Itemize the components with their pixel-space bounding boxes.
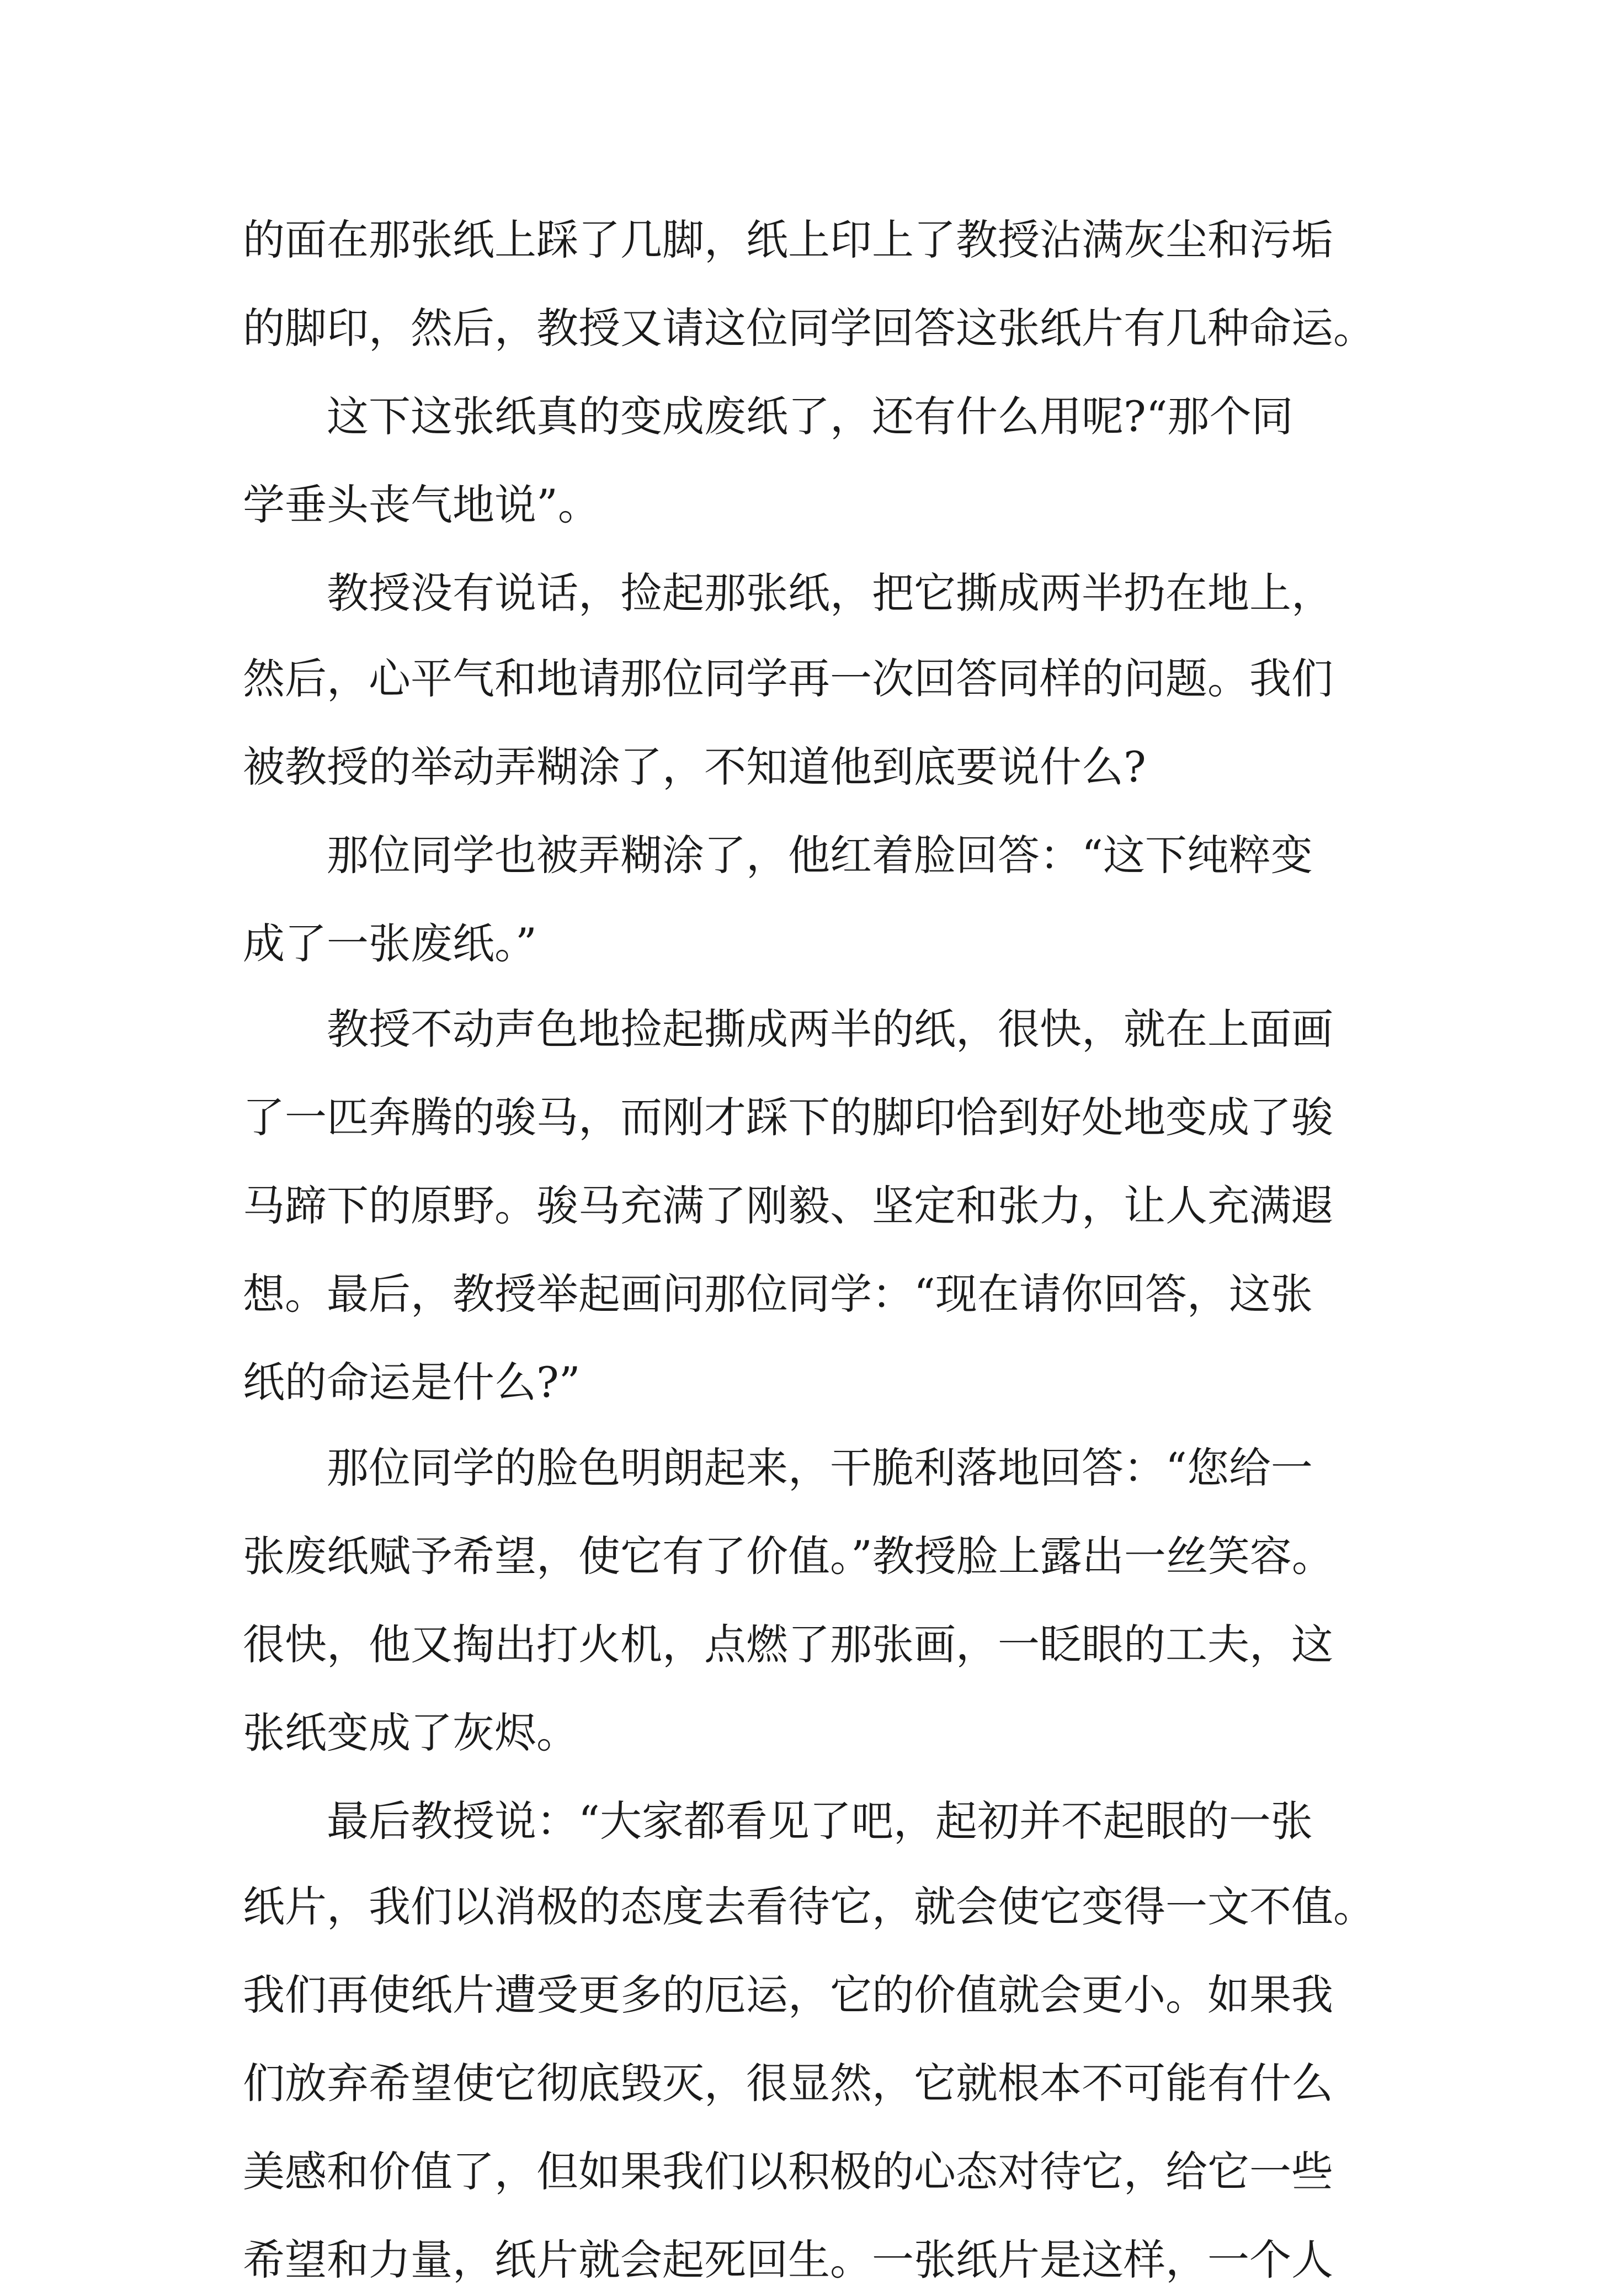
text-line-8: 那位同学也被弄糊涂了，他红着脸回答：“这下纯粹变: [327, 831, 1313, 880]
text-line-23: 美感和价值了，但如果我们以积极的心态对待它，给它一些: [243, 2147, 1333, 2196]
text-line-14: 纸的命运是什么?”: [243, 1358, 581, 1407]
text-line-15: 那位同学的脸色明朗起来，干脆利落地回答：“您给一: [327, 1443, 1313, 1492]
text-line-20: 纸片，我们以消极的态度去看待它，就会使它变得一文不值。: [243, 1882, 1375, 1931]
text-line-3: 这下这张纸真的变成废纸了，还有什么用呢?“那个同: [327, 392, 1293, 441]
text-line-1: 的面在那张纸上踩了几脚，纸上印上了教授沾满灰尘和污垢: [243, 215, 1333, 264]
text-line-12: 马蹄下的原野。骏马充满了刚毅、坚定和张力，让人充满遐: [243, 1181, 1333, 1230]
text-line-17: 很快，他又掏出打火机，点燃了那张画，一眨眼的工夫，这: [243, 1620, 1333, 1669]
text-line-6: 然后，心平气和地请那位同学再一次回答同样的问题。我们: [243, 654, 1333, 703]
text-line-9: 成了一张废纸。”: [243, 919, 537, 968]
text-line-19: 最后教授说：“大家都看见了吧，起初并不起眼的一张: [327, 1797, 1313, 1846]
text-line-4: 学垂头丧气地说”。: [243, 480, 600, 529]
text-line-21: 我们再使纸片遭受更多的厄运，它的价值就会更小。如果我: [243, 1970, 1333, 2019]
text-line-5: 教授没有说话，捡起那张纸，把它撕成两半扔在地上，: [327, 568, 1333, 618]
text-line-10: 教授不动声色地捡起撕成两半的纸，很快，就在上面画: [327, 1005, 1333, 1054]
text-line-7: 被教授的举动弄糊涂了，不知道他到底要说什么?: [243, 742, 1146, 791]
text-line-18: 张纸变成了灰烬。: [243, 1708, 578, 1757]
text-line-13: 想。最后，教授举起画问那位同学：“现在请你回答，这张: [243, 1269, 1313, 1319]
text-line-2: 的脚印，然后，教授又请这位同学回答这张纸片有几种命运。: [243, 304, 1375, 353]
text-line-11: 了一匹奔腾的骏马，而刚才踩下的脚印恰到好处地变成了骏: [243, 1093, 1333, 1142]
text-line-16: 张废纸赋予希望，使它有了价值。”教授脸上露出一丝笑容。: [243, 1532, 1334, 1581]
text-line-24: 希望和力量，纸片就会起死回生。一张纸片是这样，一个人: [243, 2235, 1333, 2284]
text-line-22: 们放弃希望使它彻底毁灭，很显然，它就根本不可能有什么: [243, 2059, 1333, 2108]
